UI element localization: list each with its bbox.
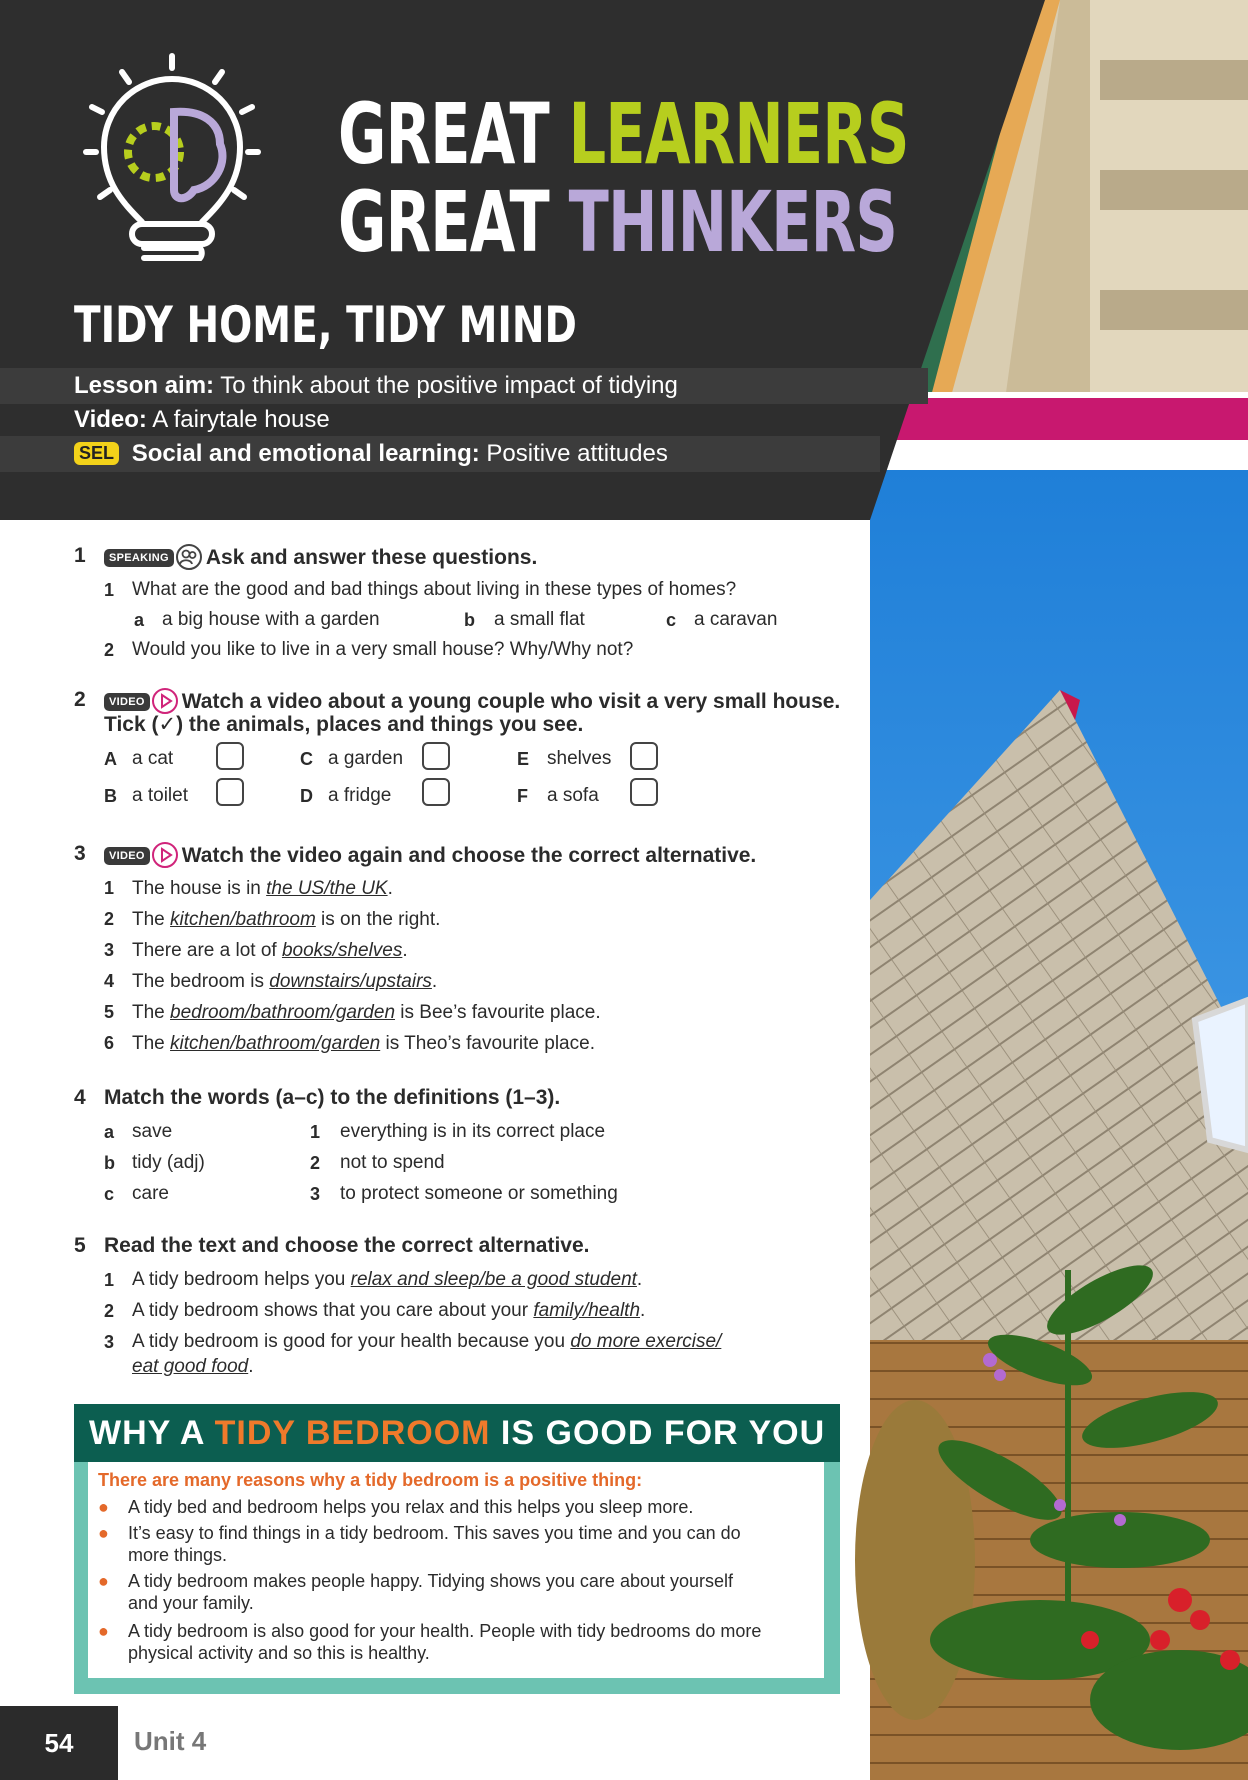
item-text-line-2 [132, 1356, 254, 1378]
item-letter: B [104, 786, 117, 806]
item-pre: A tidy bedroom helps you [132, 1269, 351, 1290]
lesson-aim [74, 372, 678, 400]
item-text: a cat [132, 748, 174, 769]
lesson-aim-text: To think about the positive impact of tidying [220, 372, 678, 399]
item-pre: The [132, 1033, 171, 1054]
item-number: 1 [104, 878, 115, 898]
item-number: 6 [104, 1033, 115, 1053]
item-number: 4 [104, 971, 115, 991]
item-text: a sofa [547, 785, 599, 806]
item-pre: The bedroom is [132, 971, 270, 992]
bullet-text-2: more things. [128, 1545, 228, 1565]
play-icon [152, 842, 178, 868]
exercise-2-heading-line-2 [104, 712, 583, 737]
item-post: . [402, 940, 408, 961]
definition: to protect someone or something [340, 1183, 618, 1204]
title-learners: LEARNERS [568, 85, 909, 183]
lightbulb-brain-icon [82, 52, 262, 262]
exercise-heading: Read the text and choose the correct alternative. [104, 1234, 590, 1257]
item-letter: E [517, 749, 530, 769]
exercise-1 [74, 544, 844, 664]
item-pre: There are a lot of [132, 940, 282, 961]
video-info [74, 406, 330, 434]
sel-badge: SEL [74, 442, 119, 465]
tick-text-a: Tick ( [104, 713, 159, 736]
item-text: a toilet [132, 785, 188, 806]
unit-label: Unit 4 [134, 1726, 207, 1756]
tick-box-d[interactable] [422, 778, 450, 806]
item-text [132, 1269, 642, 1291]
item-pre: The [132, 1002, 171, 1023]
item-text [132, 1300, 645, 1322]
exercise-number: 4 [74, 1086, 86, 1109]
item-post: . [636, 1269, 643, 1290]
item-text [132, 971, 437, 993]
option-b: a small flat [494, 609, 585, 630]
speaking-tag: SPEAKING [104, 549, 174, 567]
tick-text-b: ) the animals, places and things you see. [176, 713, 584, 736]
alternative[interactable]: kitchen/bathroom [170, 909, 316, 930]
lesson-aim-label: Lesson aim: [74, 372, 215, 399]
tick-box-a[interactable] [216, 742, 244, 770]
sel-text: Positive attitudes [486, 440, 668, 467]
definition-number: 3 [310, 1184, 321, 1204]
question-number: 2 [104, 640, 115, 660]
item-number: 5 [104, 1002, 115, 1022]
alternative[interactable]: the US/the UK [266, 878, 388, 899]
item-pre: A tidy bedroom shows that you care about your [132, 1300, 534, 1321]
reading-title [89, 1414, 825, 1453]
definition: not to spend [340, 1152, 445, 1173]
item-text: a fridge [328, 785, 392, 806]
item-pre: The house is in [132, 878, 267, 899]
people-icon [176, 544, 202, 570]
option-letter: a [134, 610, 145, 630]
exercise-number: 1 [74, 544, 86, 567]
exercise-number: 5 [74, 1234, 86, 1257]
page-number: 54 [0, 1706, 118, 1780]
question-1: What are the good and bad things about living in these types of homes? [132, 579, 737, 600]
lesson-title: TIDY HOME, TIDY MIND [74, 296, 577, 354]
tick-box-c[interactable] [422, 742, 450, 770]
exercise-heading [104, 842, 756, 868]
definition-number: 1 [310, 1122, 321, 1142]
item-post: . [248, 1356, 254, 1377]
bullet-text-2: and your family. [128, 1593, 254, 1613]
title-thinkers: THINKERS [568, 173, 898, 271]
reading-title-c: IS GOOD FOR YOU [490, 1414, 826, 1452]
video-title: A fairytale house [152, 406, 330, 433]
item-letter: A [104, 749, 117, 769]
option-a: a big house with a garden [162, 609, 380, 630]
word-letter: b [104, 1153, 115, 1173]
bullet-item [98, 1496, 818, 1518]
exercise-1-heading-text: Ask and answer these questions. [205, 546, 538, 569]
exercise-5 [74, 1234, 844, 1384]
definition: everything is in its correct place [340, 1121, 606, 1142]
header [0, 0, 1248, 520]
exercise-2-heading-text: Watch a video about a young couple who visit a very small house. [181, 690, 841, 713]
title-great-1: GREAT [338, 85, 549, 183]
option-letter: b [464, 610, 475, 630]
alternative[interactable]: do more exercise/ [570, 1331, 722, 1352]
alternative[interactable]: kitchen/bathroom/garden [170, 1033, 381, 1054]
reading-intro: There are many reasons why a tidy bedroom is a positive thing: [98, 1470, 643, 1490]
word-letter: c [104, 1184, 115, 1204]
exercise-heading: Match the words (a–c) to the definitions (1–3). [104, 1086, 561, 1109]
video-tag: VIDEO [104, 847, 150, 865]
bullet-text: It’s easy to find things in a tidy bedroom. This saves you time and you can do [128, 1523, 741, 1543]
alternative[interactable]: family/health [533, 1300, 641, 1321]
bullet-text: A tidy bedroom makes people happy. Tidying shows you care about yourself [128, 1571, 734, 1591]
exercise-4 [74, 1086, 844, 1206]
reading-title-bar [74, 1404, 840, 1462]
item-post: is Theo’s favourite place. [380, 1033, 595, 1054]
exercise-number: 2 [74, 688, 86, 711]
option-c: a caravan [694, 609, 778, 630]
title-line-2 [338, 173, 898, 271]
item-number: 2 [104, 1301, 115, 1321]
word: save [132, 1121, 173, 1142]
check-icon: ✓ [158, 713, 177, 736]
question-number: 1 [104, 580, 115, 600]
word-letter: a [104, 1122, 115, 1142]
alternative[interactable]: books/shelves [281, 940, 403, 961]
item-number: 1 [104, 1270, 115, 1290]
title-great-2: GREAT [338, 173, 549, 271]
sel-info [74, 440, 668, 468]
exercise-2 [74, 688, 844, 818]
item-text: a garden [328, 748, 404, 769]
item-text [132, 1331, 721, 1353]
alternative[interactable]: downstairs/upstairs [269, 971, 432, 992]
reading-text-box [74, 1404, 840, 1694]
item-number: 3 [104, 940, 115, 960]
item-text [132, 1002, 601, 1024]
title-line-1 [338, 85, 909, 183]
alternative[interactable]: eat good food [132, 1356, 249, 1377]
item-post: . [640, 1300, 646, 1321]
item-text [132, 909, 440, 931]
reading-title-a: WHY A [89, 1414, 215, 1452]
tick-box-f[interactable] [630, 778, 658, 806]
video-label: Video: [74, 406, 147, 433]
bullet-icon: ● [98, 1523, 109, 1543]
bullet-item [98, 1522, 818, 1566]
item-letter: F [517, 786, 528, 806]
bullet-item [98, 1620, 818, 1664]
item-text [132, 940, 408, 962]
exercise-heading [104, 688, 840, 714]
definition-number: 2 [310, 1153, 321, 1173]
exercise-3-heading-text: Watch the video again and choose the correct alternative. [181, 844, 757, 867]
option-letter: c [666, 610, 677, 630]
exercise-number: 3 [74, 842, 86, 865]
sel-label: Social and emotional learning: [131, 440, 480, 467]
item-letter: D [300, 786, 313, 806]
bullet-icon: ● [98, 1571, 109, 1591]
item-number: 3 [104, 1332, 115, 1352]
word: care [132, 1183, 169, 1204]
tick-box-b[interactable] [216, 778, 244, 806]
bullet-icon: ● [98, 1621, 109, 1641]
item-letter: C [300, 749, 313, 769]
bullet-text: A tidy bed and bedroom helps you relax and this helps you sleep more. [128, 1497, 694, 1517]
item-text [132, 1033, 595, 1055]
item-number: 2 [104, 909, 115, 929]
exercise-3 [74, 842, 844, 1062]
item-text: shelves [547, 748, 612, 769]
item-post: . [387, 878, 393, 899]
word: tidy (adj) [132, 1152, 205, 1173]
question-2: Would you like to live in a very small house? Why/Why not? [132, 639, 634, 660]
reading-title-highlight: TIDY BEDROOM [214, 1414, 491, 1452]
item-pre: The [132, 909, 171, 930]
item-pre: A tidy bedroom is good for your health because you [132, 1331, 571, 1352]
item-post: is on the right. [315, 909, 441, 930]
bullet-item [98, 1570, 818, 1614]
bullet-text: A tidy bedroom is also good for your health. People with tidy bedrooms do more [128, 1621, 762, 1641]
play-icon [152, 688, 178, 714]
bullet-text-2: physical activity and so this is healthy. [128, 1643, 430, 1663]
exercise-heading [104, 544, 537, 570]
tick-box-e[interactable] [630, 742, 658, 770]
reading-body [88, 1462, 824, 1678]
item-text [132, 878, 393, 900]
video-tag: VIDEO [104, 693, 150, 711]
item-post: . [431, 971, 438, 992]
alternative[interactable]: bedroom/bathroom/garden [170, 1002, 396, 1023]
alternative[interactable]: relax and sleep/be a good student [350, 1269, 637, 1290]
item-post: is Bee’s favourite place. [395, 1002, 601, 1023]
bullet-icon: ● [98, 1497, 109, 1517]
